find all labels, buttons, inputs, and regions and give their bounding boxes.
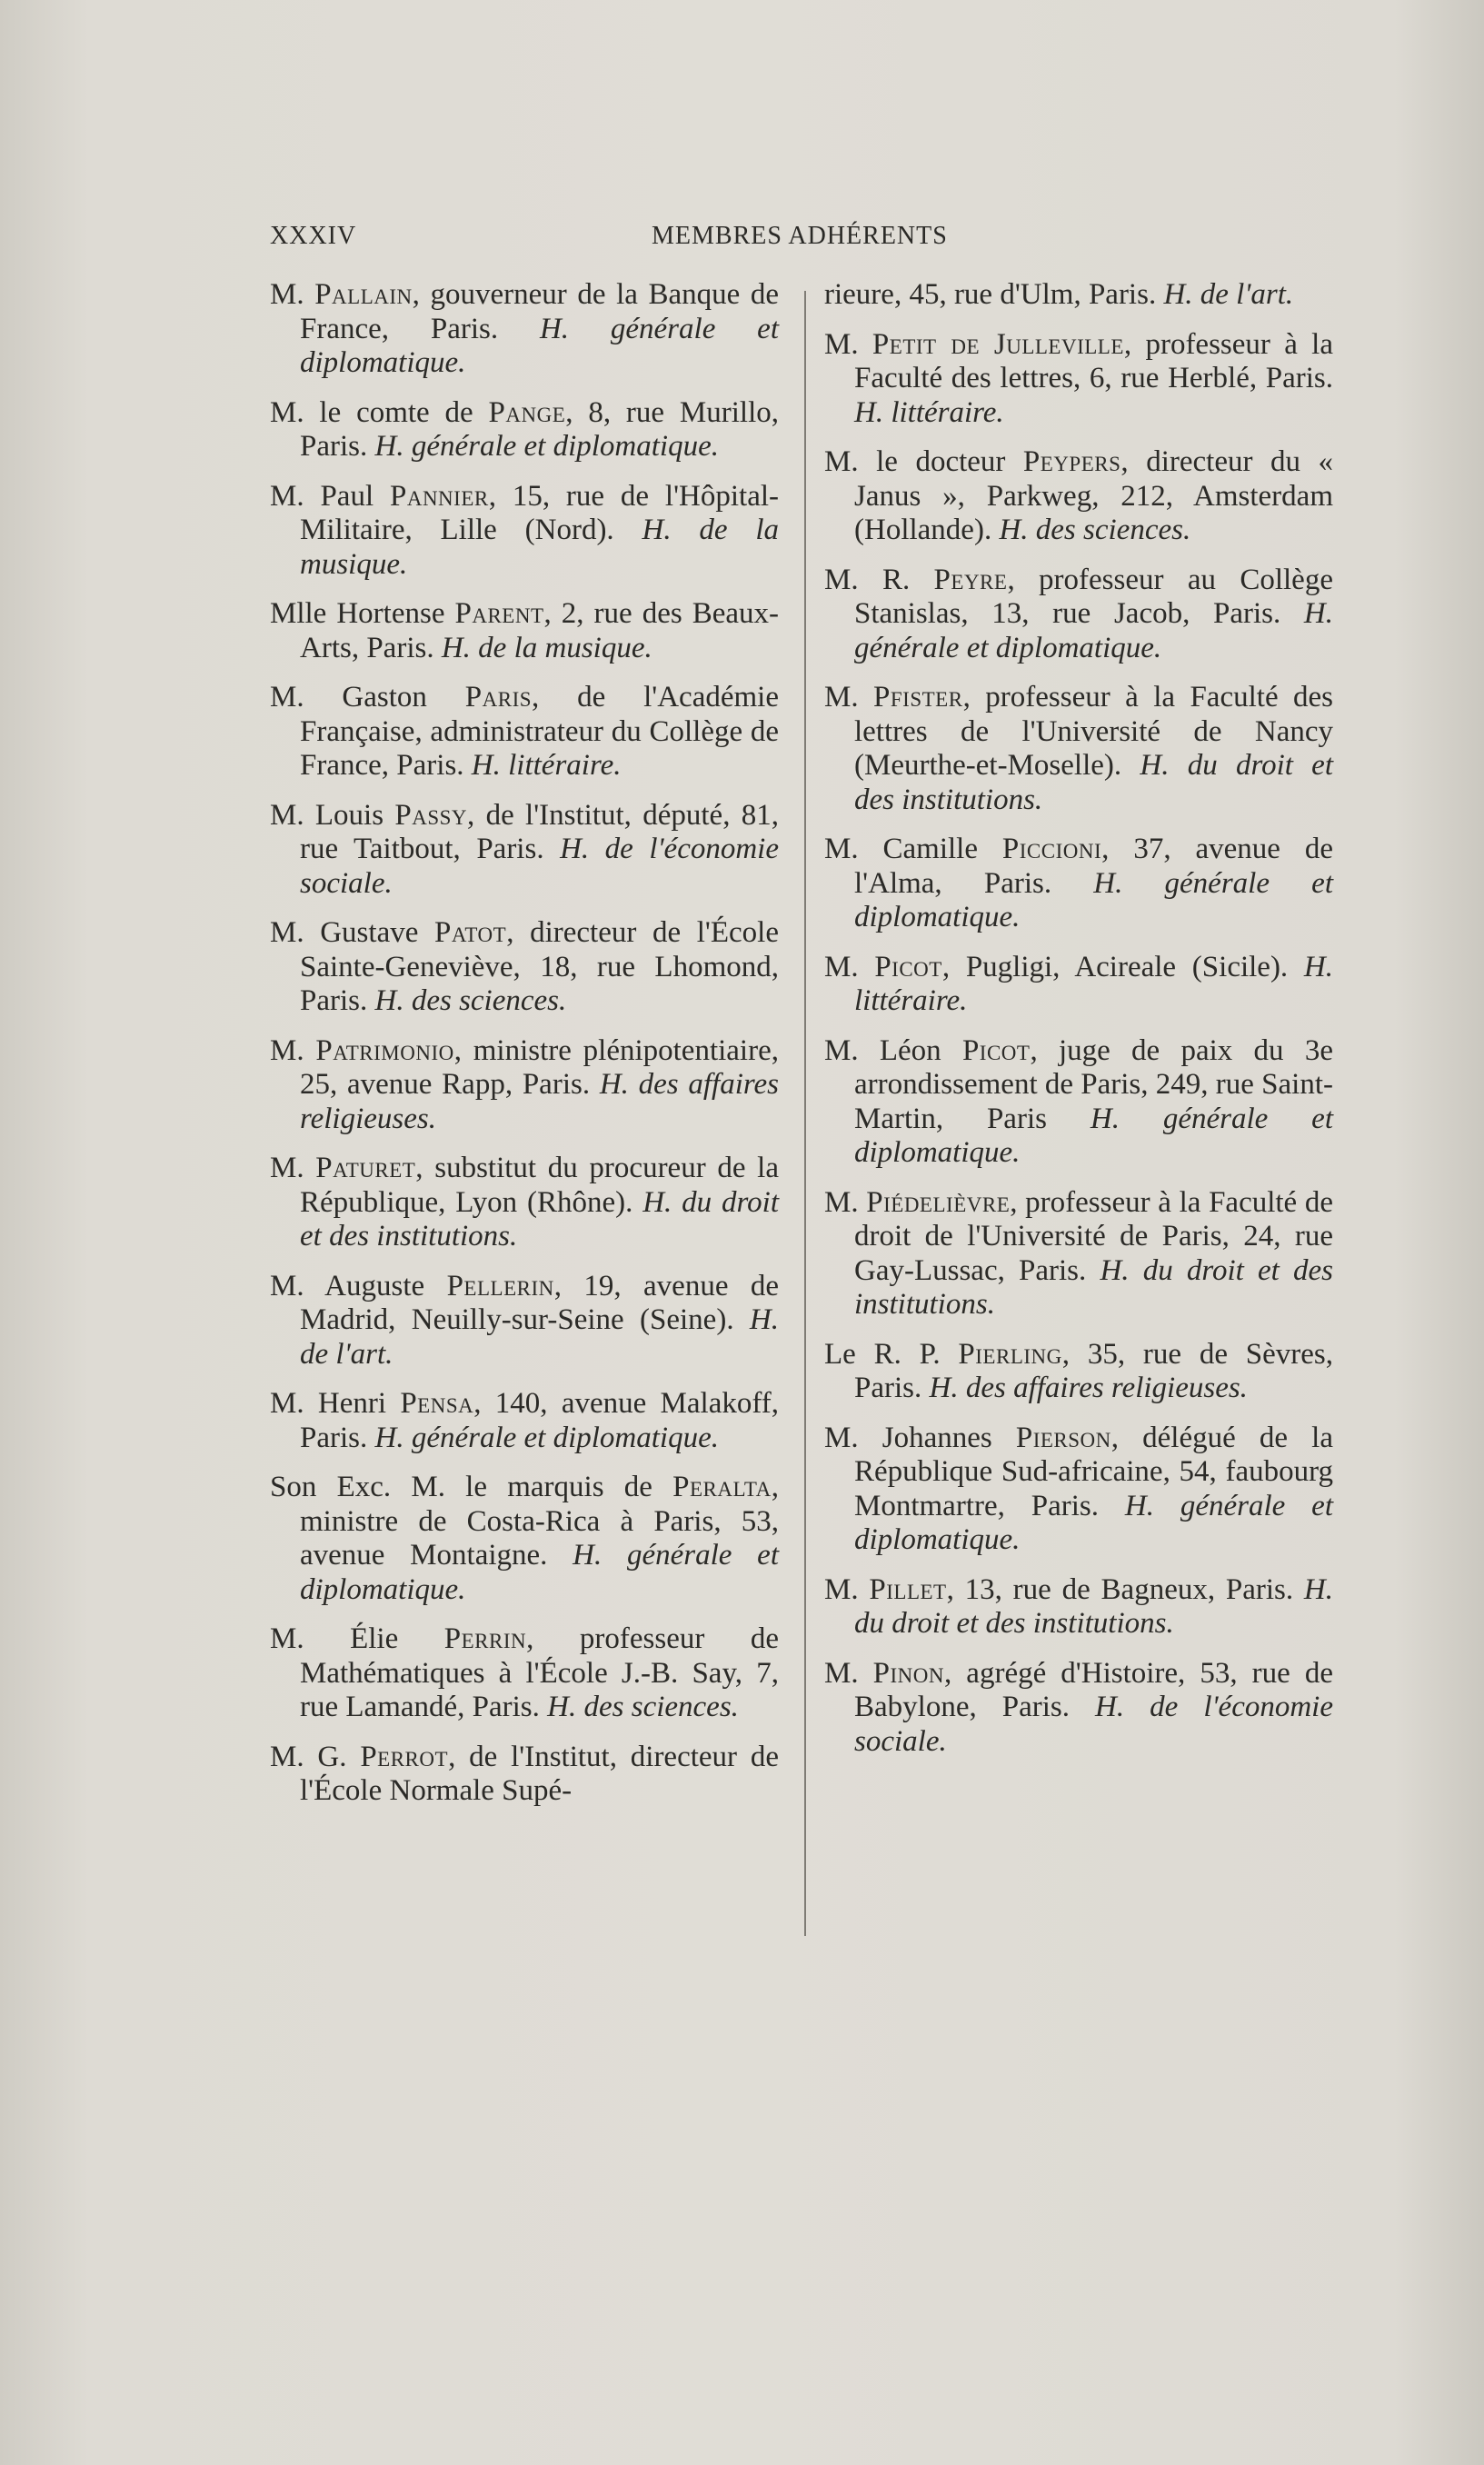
entry-prefix: M. xyxy=(270,278,315,311)
member-surname: Pfister xyxy=(873,681,963,714)
entry-details: , de l'Institut, directeur de l'École Normale Supé- xyxy=(300,1740,779,1807)
section-label: H. du droit et des institutions. xyxy=(854,1572,1334,1640)
entry-prefix: M. le comte de xyxy=(270,395,489,429)
member-entry xyxy=(270,799,779,902)
entry-details: , délégué de la République Sud-africaine, 54, faubourg Montmartre, Paris. xyxy=(854,1421,1333,1522)
entry-details: , ministre de Costa-Rica à Paris, 53, avenue Montaigne. xyxy=(300,1471,779,1572)
member-entry xyxy=(824,1338,1333,1406)
entry-prefix: M. xyxy=(824,1572,870,1606)
section-label: H. générale et diplomatique. xyxy=(854,597,1333,664)
member-surname: Pannier xyxy=(389,479,489,513)
member-surname: Peyre xyxy=(933,563,1008,596)
section-label: H. de l'économie sociale. xyxy=(300,833,779,900)
section-label: H. littéraire. xyxy=(471,749,622,782)
member-entry xyxy=(270,916,779,1019)
member-surname: Peypers xyxy=(1022,445,1121,478)
entry-prefix: Le R. P. xyxy=(824,1337,959,1371)
section-label: H. générale et diplomatique. xyxy=(374,1421,720,1454)
entry-prefix: M. Gaston xyxy=(270,681,465,714)
member-surname: Peralta xyxy=(672,1471,772,1503)
entry-details: , 140, avenue Malakoff, Paris. xyxy=(300,1387,779,1454)
member-entry xyxy=(824,1657,1333,1760)
member-surname: Pange xyxy=(488,395,566,429)
member-entry xyxy=(270,681,779,783)
member-surname: Perrot xyxy=(360,1740,449,1773)
member-surname: Pallain xyxy=(314,278,413,311)
entry-prefix: M. R. xyxy=(824,563,934,596)
entry-prefix: M. xyxy=(824,681,874,714)
entry-details: , 35, rue de Sèvres, Paris. xyxy=(854,1337,1333,1404)
entry-prefix: M. Léon xyxy=(824,1033,962,1067)
entry-prefix: M. xyxy=(270,1033,316,1067)
section-label: H. générale et diplomatique. xyxy=(300,312,779,379)
member-entry xyxy=(824,681,1333,817)
member-surname: Piccioni xyxy=(1001,833,1102,865)
entry-prefix: M. G. xyxy=(270,1740,361,1773)
entry-prefix: M. Élie xyxy=(270,1622,444,1655)
member-entry xyxy=(824,564,1333,666)
entry-details: , 13, rue de Bagneux, Paris. xyxy=(946,1572,1304,1606)
column-divider xyxy=(804,291,806,1936)
member-entry xyxy=(824,278,1333,313)
member-surname: Petit de Julleville xyxy=(871,327,1124,361)
entry-details: , Pugligi, Acireale (Sicile). xyxy=(941,950,1304,983)
member-entry xyxy=(270,1622,779,1725)
entry-prefix: Son Exc. M. le marquis de xyxy=(270,1471,673,1503)
entry-details: , 8, rue Murillo, Paris. xyxy=(300,395,779,463)
member-entry xyxy=(270,1152,779,1254)
entry-prefix: M. xyxy=(824,327,872,361)
member-surname: Picot xyxy=(874,950,942,983)
entry-details: , professeur de Mathématiques à l'École J.-B. Say, 7, rue Lamandé, Paris. xyxy=(300,1622,779,1723)
section-label: H. générale et diplomatique. xyxy=(374,430,720,463)
entry-prefix: M. Henri xyxy=(270,1387,401,1420)
page-number: XXXIV xyxy=(270,222,357,250)
entry-details: , directeur de l'École Sainte-Geneviève, 18, rue Lhomond, Paris. xyxy=(300,916,780,1017)
section-label: H. littéraire. xyxy=(854,950,1334,1017)
member-surname: Pierling xyxy=(958,1337,1062,1371)
entry-details: , de l'Institut, député, 81, rue Taitbout, Paris. xyxy=(300,798,780,865)
member-surname: Piédelièvre xyxy=(866,1185,1011,1219)
member-entry xyxy=(824,833,1333,935)
page-header xyxy=(270,222,970,258)
member-surname: Pellerin xyxy=(446,1269,554,1302)
entry-prefix: rieure, 45, rue d'Ulm, Paris. xyxy=(824,278,1164,311)
entry-details: , 15, rue de l'Hôpital-Militaire, Lille (Nord). xyxy=(300,479,780,546)
section-label: H. des sciences. xyxy=(547,1691,739,1723)
member-entry xyxy=(270,1387,779,1455)
member-surname: Perrin xyxy=(443,1622,527,1655)
entry-prefix: M. Auguste xyxy=(270,1269,447,1302)
entry-prefix: M. xyxy=(270,1152,316,1184)
entry-details: , ministre plénipotentiaire, 25, avenue Rapp, Paris. xyxy=(300,1033,779,1101)
member-surname: Paturet xyxy=(315,1152,416,1184)
member-entry xyxy=(270,1741,779,1809)
section-label: H. des affaires religieuses. xyxy=(929,1372,1248,1404)
section-label: H. des affaires religieuses. xyxy=(300,1068,779,1135)
section-label: H. de l'économie sociale. xyxy=(854,1691,1333,1758)
member-entry xyxy=(824,1186,1333,1322)
member-entry xyxy=(270,1471,779,1607)
entry-details: , directeur du « Janus », Parkweg, 212, Amsterdam (Hollande). xyxy=(854,445,1333,546)
entry-details: , professeur à la Faculté des lettres, 6, rue Herblé, Paris. xyxy=(854,327,1333,394)
member-surname: Pinon xyxy=(872,1656,944,1690)
member-entry xyxy=(824,328,1333,431)
member-entry xyxy=(270,278,779,381)
entry-details: , professeur au Collège Stanislas, 13, rue Jacob, Paris. xyxy=(854,563,1333,630)
right-column xyxy=(824,278,1333,1774)
entry-details: , gouverneur de la Banque de France, Paris. xyxy=(300,278,780,345)
section-label: H. de l'art. xyxy=(1163,278,1294,311)
entry-prefix: M. xyxy=(824,1185,867,1219)
entry-details: , substitut du procureur de la République, Lyon (Rhône). xyxy=(300,1152,780,1219)
member-surname: Parent xyxy=(454,597,544,630)
section-label: H. générale et diplomatique. xyxy=(854,1102,1333,1169)
member-entry xyxy=(270,480,779,583)
section-label: H. de l'art. xyxy=(300,1303,779,1371)
entry-details: , 37, avenue de l'Alma, Paris. xyxy=(854,833,1334,900)
member-surname: Picot xyxy=(961,1033,1031,1067)
member-entry xyxy=(824,1422,1333,1558)
member-entry xyxy=(270,597,779,665)
entry-prefix: Mlle Hortense xyxy=(270,597,455,630)
member-surname: Passy xyxy=(394,798,468,832)
entry-details: , 2, rue des Beaux-Arts, Paris. xyxy=(300,597,780,664)
entry-prefix: M. xyxy=(824,950,875,983)
entry-details: , de l'Académie Française, administrateur du Collège de France, Paris. xyxy=(300,681,779,782)
entry-prefix: M. xyxy=(824,1656,873,1690)
entry-details: , professeur à la Faculté de droit de l'Université de Paris, 24, rue Gay-Lussac, Paris. xyxy=(854,1185,1334,1287)
entry-prefix: M. Johannes xyxy=(824,1421,1016,1454)
member-surname: Patrimonio xyxy=(315,1033,454,1067)
section-label: H. du droit et des institutions. xyxy=(854,1253,1333,1321)
section-label: H. générale et diplomatique. xyxy=(300,1539,779,1606)
entry-details: , juge de paix du 3e arrondissement de Paris, 249, rue Saint-Martin, Paris xyxy=(854,1033,1333,1135)
entry-details: , 19, avenue de Madrid, Neuilly-sur-Seine (Seine). xyxy=(300,1269,780,1336)
member-surname: Pensa xyxy=(400,1387,474,1420)
member-entry xyxy=(824,1573,1333,1642)
section-label: H. littéraire. xyxy=(854,395,1004,429)
section-label: H. des sciences. xyxy=(999,514,1191,546)
entry-prefix: M. le docteur xyxy=(824,445,1023,478)
member-entry xyxy=(270,1034,779,1137)
entry-prefix: M. Paul xyxy=(270,479,390,513)
left-column xyxy=(270,278,779,1824)
member-entry xyxy=(824,445,1333,548)
entry-prefix: M. Gustave xyxy=(270,916,434,949)
section-label: H. des sciences. xyxy=(374,984,567,1017)
member-surname: Paris xyxy=(464,681,533,714)
member-entry xyxy=(824,1034,1333,1171)
entry-prefix: M. Louis xyxy=(270,798,395,832)
section-label: H. générale et diplomatique. xyxy=(854,866,1333,933)
member-entry xyxy=(824,951,1333,1019)
member-surname: Patot xyxy=(434,916,507,949)
section-label: H. de la musique. xyxy=(300,514,780,581)
running-title: MEMBRES ADHÉRENTS xyxy=(652,222,948,250)
section-label: H. générale et diplomatique. xyxy=(854,1489,1333,1556)
member-surname: Pillet xyxy=(869,1572,947,1606)
entry-details: , professeur à la Faculté des lettres de l'Université de Nancy (Meurthe-et-Moselle). xyxy=(854,681,1334,782)
section-label: H. de la musique. xyxy=(441,631,652,664)
section-label: H. du droit et des institutions. xyxy=(854,749,1333,816)
entry-details: , agrégé d'Histoire, 53, rue de Babylone, Paris. xyxy=(854,1656,1333,1723)
entry-prefix: M. Camille xyxy=(824,833,1002,865)
member-surname: Pierson xyxy=(1015,1421,1111,1454)
section-label: H. du droit et des institutions. xyxy=(300,1185,779,1252)
member-entry xyxy=(270,396,779,464)
member-entry xyxy=(270,1270,779,1372)
